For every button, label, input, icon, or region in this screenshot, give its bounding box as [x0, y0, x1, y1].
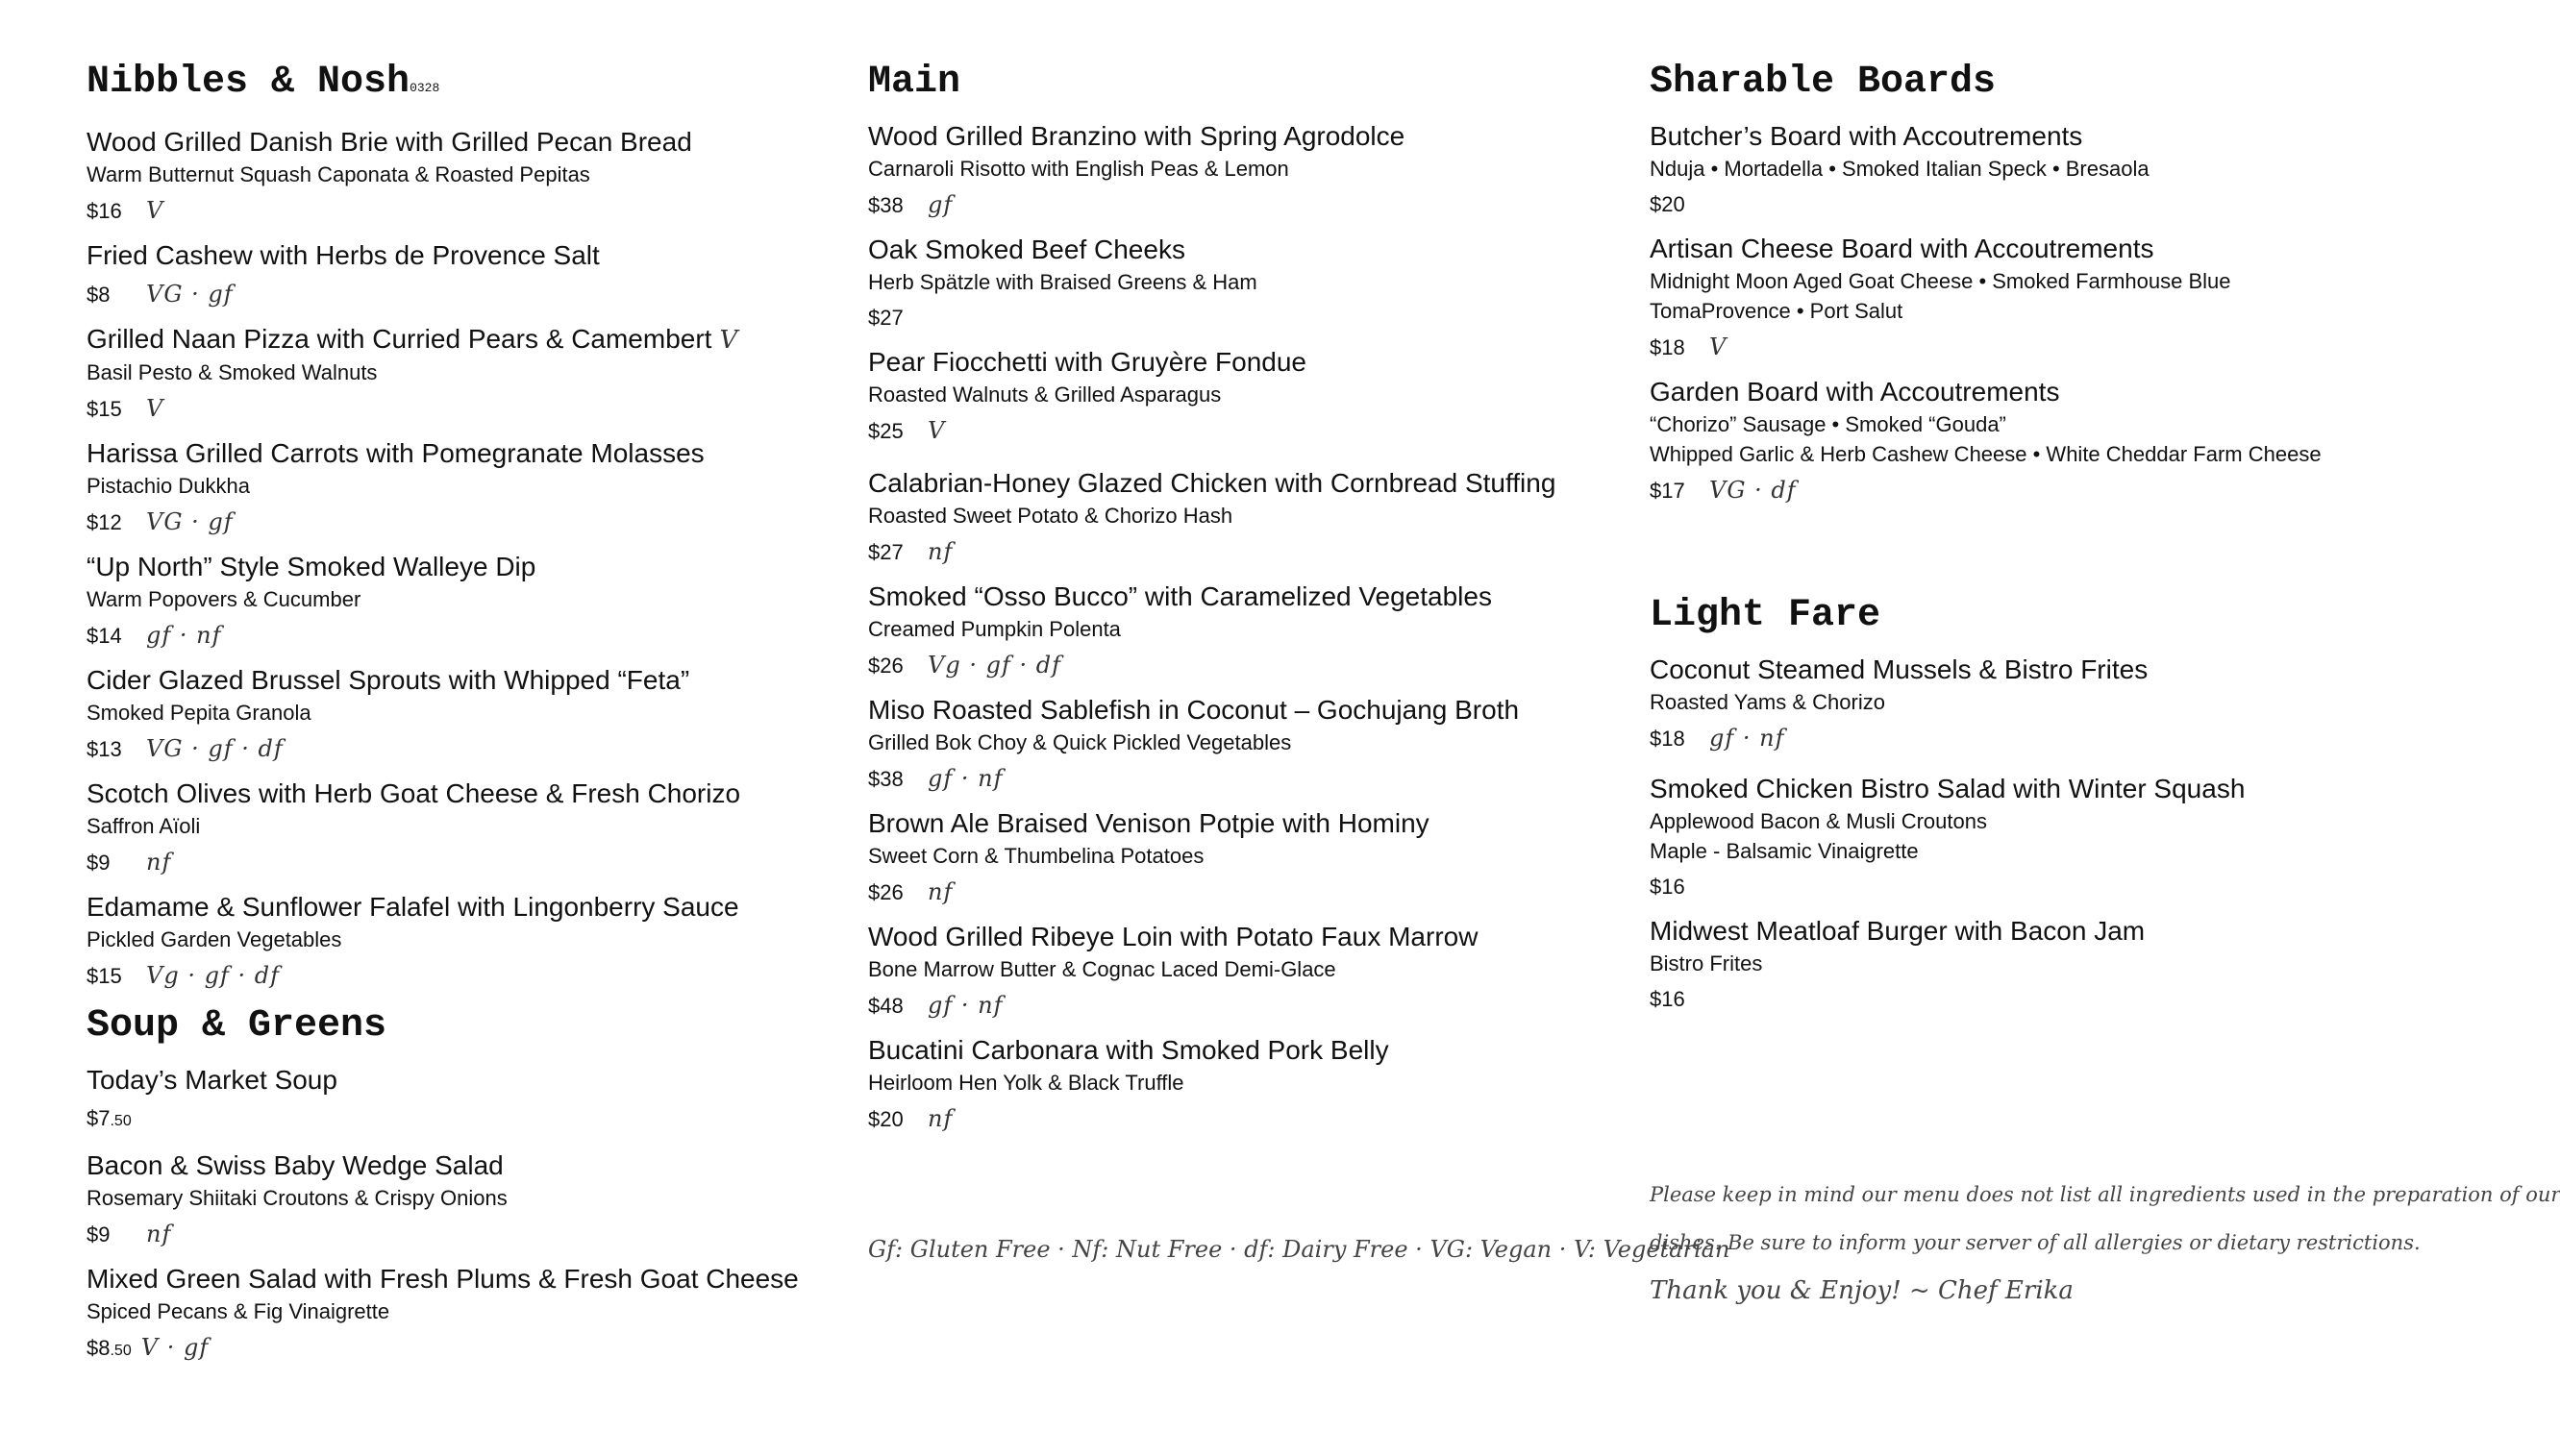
- section-title-light: Light Fare: [1650, 594, 1881, 637]
- item-name: Midwest Meatloaf Burger with Bacon Jam: [1650, 916, 2146, 946]
- item-price: $9: [87, 1222, 111, 1246]
- item-desc: Grilled Bok Choy & Quick Pickled Vegetables: [868, 730, 1292, 754]
- item-name: “Up North” Style Smoked Walleye Dip: [87, 552, 536, 581]
- menu-code: 0328: [410, 81, 440, 95]
- menu-item: [87, 890, 817, 994]
- item-desc: Bone Marrow Butter & Cognac Laced Demi-Glace: [868, 957, 1336, 981]
- item-price: $18: [1650, 335, 1685, 359]
- item-price: $16: [1650, 987, 1685, 1011]
- item-desc-2: TomaProvence • Port Salut: [1650, 299, 1903, 323]
- item-desc: Midnight Moon Aged Goat Cheese • Smoked Farmhouse Blue: [1650, 269, 2231, 293]
- item-name: Butcher’s Board with Accoutrements: [1650, 121, 2083, 151]
- item-name: Mixed Green Salad with Fresh Plums & Fresh Goat Cheese: [87, 1264, 799, 1294]
- menu-item: [868, 920, 1599, 1024]
- item-desc: Warm Butternut Squash Caponata & Roasted Pepitas: [87, 162, 590, 186]
- column-middle: [868, 60, 1599, 1147]
- menu-item: [868, 580, 1599, 683]
- item-name: Miso Roasted Sablefish in Coconut – Gochujang Broth: [868, 695, 1520, 725]
- section-title-boards: Sharable Boards: [1650, 61, 1997, 104]
- menu-item: [87, 550, 817, 654]
- item-desc: Heirloom Hen Yolk & Black Truffle: [868, 1071, 1184, 1095]
- item-name: Wood Grilled Branzino with Spring Agrodolce: [868, 121, 1405, 151]
- item-price: $16: [87, 199, 122, 223]
- item-price: $17: [1650, 479, 1685, 503]
- item-desc: Roasted Sweet Potato & Chorizo Hash: [868, 504, 1233, 528]
- menu-item: [87, 436, 817, 540]
- item-desc: Spiced Pecans & Fig Vinaigrette: [87, 1299, 390, 1323]
- item-name: Scotch Olives with Herb Goat Cheese & Fresh Chorizo: [87, 778, 741, 808]
- menu-item: [1650, 914, 2380, 1017]
- item-price: $27: [868, 306, 904, 330]
- dietary-tag: gf · nf: [1709, 725, 1785, 752]
- item-desc: Creamed Pumpkin Polenta: [868, 617, 1121, 641]
- notice-line-1: Please keep in mind our menu does not list all ingredients used in the preparation of our: [1650, 1183, 2560, 1206]
- dietary-legend: Gf: Gluten Free · Nf: Nut Free · df: Dairy Free · VG: Vegan · V: Vegetarian: [868, 1236, 1730, 1263]
- item-price: $20: [1650, 192, 1685, 216]
- item-price-cents: .50: [110, 1113, 132, 1129]
- dietary-tag: gf · nf: [146, 622, 222, 649]
- menu-item: [87, 1262, 817, 1369]
- dietary-tag: nf: [928, 1105, 954, 1132]
- menu-item: [1650, 232, 2380, 365]
- item-desc: “Chorizo” Sausage • Smoked “Gouda”: [1650, 412, 2006, 436]
- item-desc: Pickled Garden Vegetables: [87, 927, 342, 951]
- item-price: $18: [1650, 727, 1685, 751]
- menu-item: [87, 777, 817, 880]
- item-name: Today’s Market Soup: [87, 1065, 337, 1095]
- menu-item: [87, 1148, 817, 1252]
- item-price: $26: [868, 880, 904, 904]
- item-desc: Pistachio Dukkha: [87, 474, 250, 498]
- item-desc: Smoked Pepita Granola: [87, 701, 311, 725]
- chef-signoff: Thank you & Enjoy! ~ Chef Erika: [1650, 1276, 2074, 1305]
- item-desc: Herb Spätzle with Braised Greens & Ham: [868, 270, 1257, 294]
- item-desc-2: Whipped Garlic & Herb Cashew Cheese • White Cheddar Farm Cheese: [1650, 442, 2322, 466]
- item-name: Harissa Grilled Carrots with Pomegranate Molasses: [87, 438, 705, 468]
- notice-line-2: dishes. Be sure to inform your server of all allergies or dietary restrictions.: [1650, 1231, 2421, 1254]
- item-name: Bucatini Carbonara with Smoked Pork Belly: [868, 1035, 1389, 1065]
- dietary-tag: V · gf: [140, 1334, 210, 1361]
- item-price: $13: [87, 737, 122, 761]
- item-desc: Carnaroli Risotto with English Peas & Lemon: [868, 157, 1289, 181]
- item-name: Cider Glazed Brussel Sprouts with Whipped “Feta”: [87, 665, 690, 695]
- item-price: $9: [87, 851, 111, 875]
- dietary-tag: gf · nf: [928, 992, 1004, 1019]
- dietary-tag: V: [1709, 333, 1727, 360]
- dietary-tag: gf: [928, 191, 954, 218]
- menu-item: [1650, 772, 2380, 904]
- menu-item: [868, 806, 1599, 910]
- item-price: $12: [87, 510, 122, 534]
- item-name: Coconut Steamed Mussels & Bistro Frites: [1650, 654, 2149, 684]
- allergy-notice: [1650, 1171, 2560, 1315]
- dietary-tag: Vg · gf · df: [928, 652, 1061, 679]
- column-left: [87, 60, 817, 1378]
- menu-item: [868, 466, 1599, 570]
- item-name: Bacon & Swiss Baby Wedge Salad: [87, 1150, 504, 1180]
- item-name: Artisan Cheese Board with Accoutrements: [1650, 234, 2154, 263]
- item-name: Fried Cashew with Herbs de Provence Salt: [87, 240, 600, 270]
- menu-item: [868, 233, 1599, 335]
- menu-item: [1650, 119, 2380, 222]
- dietary-tag: VG · gf: [146, 508, 234, 535]
- menu-item: [1650, 375, 2380, 508]
- item-price: $15: [87, 397, 122, 421]
- dietary-tag: V: [928, 417, 946, 444]
- dietary-tag: nf: [146, 849, 172, 876]
- dietary-tag: V: [146, 197, 164, 224]
- item-name: Grilled Naan Pizza with Curried Pears & Camembert: [87, 324, 712, 354]
- item-desc: Roasted Walnuts & Grilled Asparagus: [868, 383, 1222, 407]
- item-name: Wood Grilled Danish Brie with Grilled Pecan Bread: [87, 127, 692, 157]
- dietary-tag: nf: [928, 538, 954, 565]
- item-price: $26: [868, 654, 904, 678]
- dietary-tag: VG · gf: [146, 281, 234, 308]
- menu-item: [868, 693, 1599, 797]
- menu-item: [87, 1063, 817, 1139]
- item-desc: Warm Popovers & Cucumber: [87, 587, 361, 611]
- item-name: Calabrian-Honey Glazed Chicken with Cornbread Stuffing: [868, 468, 1556, 498]
- item-name: Brown Ale Braised Venison Potpie with Hominy: [868, 808, 1429, 838]
- section-title-main: Main: [868, 61, 961, 104]
- item-name: Edamame & Sunflower Falafel with Lingonberry Sauce: [87, 892, 739, 922]
- item-desc: Sweet Corn & Thumbelina Potatoes: [868, 844, 1205, 868]
- item-name: Wood Grilled Ribeye Loin with Potato Faux Marrow: [868, 922, 1479, 951]
- menu-item: [87, 125, 817, 229]
- item-price-cents: .50: [110, 1343, 132, 1359]
- item-price: $38: [868, 193, 904, 217]
- item-price: $8: [87, 1336, 111, 1360]
- dietary-tag: V: [719, 326, 738, 355]
- item-price: $7: [87, 1106, 111, 1130]
- dietary-tag: VG · gf · df: [146, 735, 284, 762]
- item-desc: Rosemary Shiitaki Croutons & Crispy Onions: [87, 1186, 508, 1210]
- dietary-tag: nf: [928, 878, 954, 905]
- item-price: $20: [868, 1107, 904, 1131]
- item-price: $48: [868, 994, 904, 1018]
- menu-item: [868, 119, 1599, 223]
- item-price: $14: [87, 624, 122, 648]
- dietary-tag: VG · df: [1709, 477, 1797, 504]
- item-desc: Saffron Aïoli: [87, 814, 201, 838]
- column-right: [1650, 60, 2380, 1026]
- menu-item: [87, 238, 817, 312]
- section-title-soup: Soup & Greens: [87, 1004, 387, 1048]
- item-price: $25: [868, 419, 904, 443]
- dietary-tag: gf · nf: [928, 765, 1004, 792]
- menu-item: [87, 663, 817, 767]
- item-desc-2: Maple - Balsamic Vinaigrette: [1650, 839, 1919, 863]
- item-desc: Roasted Yams & Chorizo: [1650, 690, 1885, 714]
- item-desc: Basil Pesto & Smoked Walnuts: [87, 360, 378, 384]
- item-name: Pear Fiocchetti with Gruyère Fondue: [868, 347, 1306, 377]
- menu-item: [868, 345, 1599, 449]
- item-price: $8: [87, 283, 111, 307]
- item-price: $16: [1650, 875, 1685, 899]
- item-desc: Applewood Bacon & Musli Croutons: [1650, 809, 1987, 833]
- menu-item: [87, 322, 817, 427]
- item-name: Oak Smoked Beef Cheeks: [868, 234, 1185, 264]
- item-name: Smoked “Osso Bucco” with Caramelized Vegetables: [868, 581, 1492, 611]
- item-price: $38: [868, 767, 904, 791]
- dietary-tag: V: [146, 395, 164, 422]
- section-title-nibbles: Nibbles & Nosh0328: [87, 61, 440, 104]
- item-desc: Nduja • Mortadella • Smoked Italian Speck • Bresaola: [1650, 157, 2150, 181]
- item-desc: Bistro Frites: [1650, 951, 1763, 975]
- item-name: Garden Board with Accoutrements: [1650, 377, 2060, 407]
- item-name: Smoked Chicken Bistro Salad with Winter Squash: [1650, 774, 2246, 803]
- item-price: $27: [868, 540, 904, 564]
- menu-item: [1650, 653, 2380, 756]
- menu-item: [868, 1033, 1599, 1137]
- item-price: $15: [87, 964, 122, 988]
- dietary-tag: Vg · gf · df: [146, 962, 280, 989]
- dietary-tag: nf: [146, 1221, 172, 1247]
